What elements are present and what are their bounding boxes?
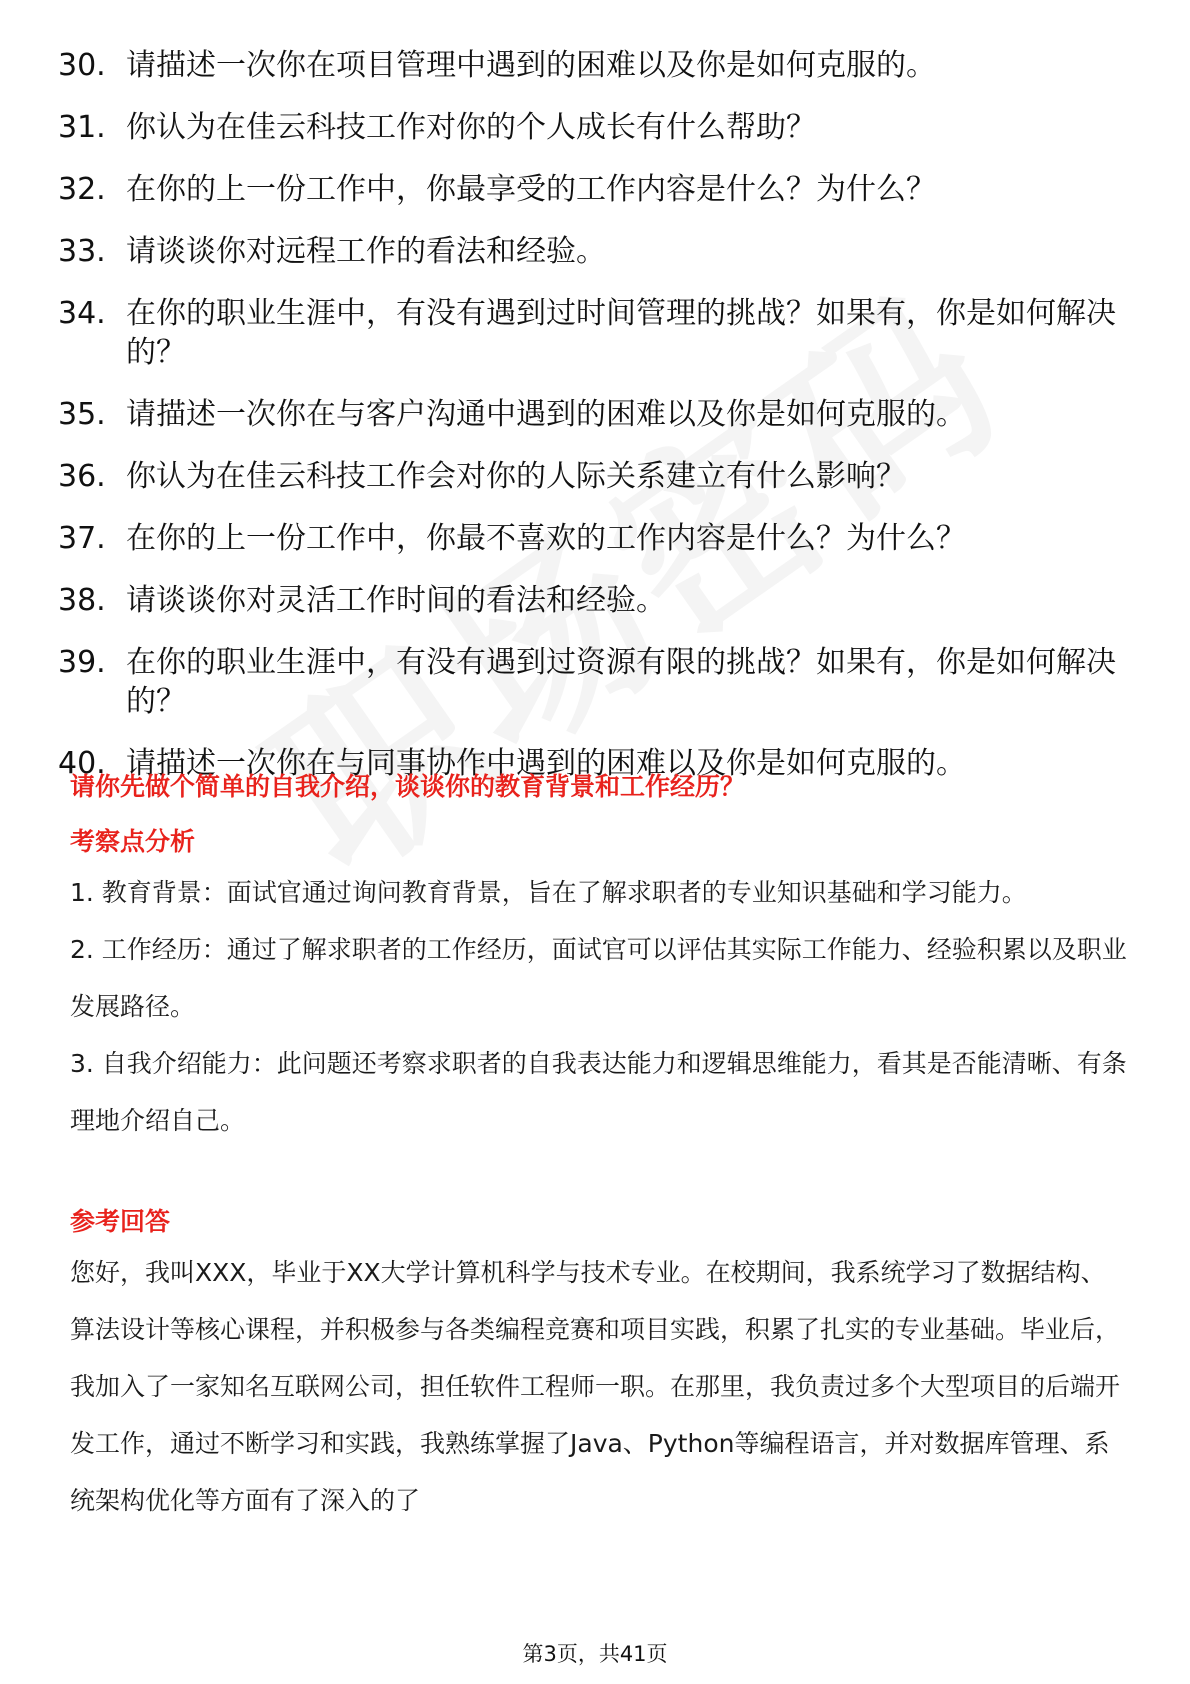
question-item bbox=[58, 643, 1138, 721]
analysis-heading: 考察点分析 bbox=[70, 827, 196, 856]
question-text: 在你的上一份工作中，你最不喜欢的工作内容是什么？为什么？ bbox=[126, 521, 966, 556]
question-number: 37. bbox=[58, 521, 106, 556]
question-number: 35. bbox=[58, 397, 106, 432]
question-number: 30. bbox=[58, 48, 106, 83]
question-text: 请谈谈你对远程工作的看法和经验。 bbox=[126, 234, 606, 269]
question-text: 你认为在佳云科技工作对你的个人成长有什么帮助？ bbox=[126, 110, 816, 145]
question-number: 38. bbox=[58, 583, 106, 618]
analysis-point: 2. 工作经历：通过了解求职者的工作经历，面试官可以评估其实际工作能力、经验积累以及职业发展路径。 bbox=[70, 935, 1127, 1021]
question-text: 请描述一次你在与同事协作中遇到的困难以及你是如何克服的。 bbox=[126, 746, 966, 781]
question-number: 40. bbox=[58, 746, 106, 781]
question-item bbox=[58, 395, 1138, 434]
question-text: 你认为在佳云科技工作会对你的人际关系建立有什么影响？ bbox=[126, 459, 906, 494]
analysis-section bbox=[70, 825, 1130, 1149]
page-footer: 第3页，共41页 bbox=[522, 1642, 668, 1666]
question-text: 在你的职业生涯中，有没有遇到过时间管理的挑战？如果有，你是如何解决的？ bbox=[126, 296, 1116, 370]
question-item bbox=[58, 519, 1138, 558]
question-item bbox=[58, 232, 1138, 271]
question-item bbox=[58, 581, 1138, 620]
question-list bbox=[58, 46, 1138, 806]
question-item bbox=[58, 170, 1138, 209]
question-number: 32. bbox=[58, 172, 106, 207]
featured-question: 请你先做个简单的自我介绍，谈谈你的教育背景和工作经历？ bbox=[70, 772, 746, 801]
question-number: 36. bbox=[58, 459, 106, 494]
question-item bbox=[58, 457, 1138, 496]
question-number: 34. bbox=[58, 296, 106, 331]
question-number: 39. bbox=[58, 645, 106, 680]
question-text: 请描述一次你在项目管理中遇到的困难以及你是如何克服的。 bbox=[126, 48, 936, 83]
question-item bbox=[58, 108, 1138, 147]
question-text: 请描述一次你在与客户沟通中遇到的困难以及你是如何克服的。 bbox=[126, 397, 966, 432]
analysis-point: 1. 教育背景：面试官通过询问教育背景，旨在了解求职者的专业知识基础和学习能力。 bbox=[70, 878, 1027, 907]
question-text: 在你的职业生涯中，有没有遇到过资源有限的挑战？如果有，你是如何解决的？ bbox=[126, 645, 1116, 719]
reference-heading: 参考回答 bbox=[70, 1207, 171, 1236]
question-item bbox=[58, 294, 1138, 372]
reference-answer: 您好，我叫XXX，毕业于XX大学计算机科学与技术专业。在校期间，我系统学习了数据结构、算法设计等核心课程，并积极参与各类编程竞赛和项目实践，积累了扎实的专业基础。毕业后，我加入了一家知名互联网公司，担任软件工程师一职。在那里，我负责过多个大型项目的后端开发工作，通过不断学习和实践，我熟练掌握了Java、Python等编程语言，并对数据库管理、系统架构优化等方面有了深入的了 bbox=[70, 1258, 1121, 1515]
question-number: 33. bbox=[58, 234, 106, 269]
reference-section bbox=[70, 1205, 1130, 1529]
featured-question-section bbox=[70, 770, 1130, 804]
question-item bbox=[58, 46, 1138, 85]
analysis-point: 3. 自我介绍能力：此问题还考察求职者的自我表达能力和逻辑思维能力，看其是否能清晰、有条理地介绍自己。 bbox=[70, 1049, 1127, 1135]
question-text: 请谈谈你对灵活工作时间的看法和经验。 bbox=[126, 583, 666, 618]
question-text: 在你的上一份工作中，你最享受的工作内容是什么？为什么？ bbox=[126, 172, 936, 207]
question-number: 31. bbox=[58, 110, 106, 145]
